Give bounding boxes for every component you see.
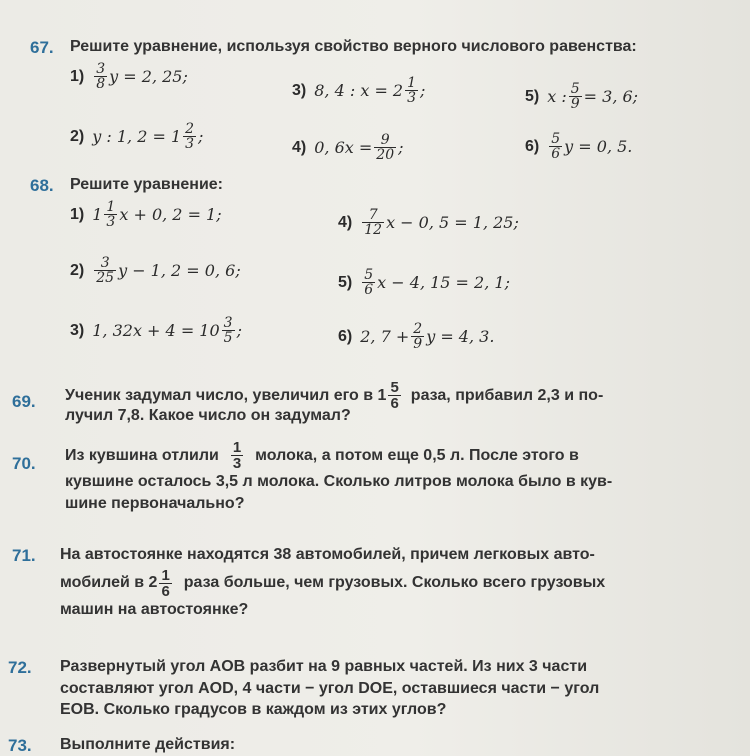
problem-number-68: 68. xyxy=(30,176,54,195)
problem-68-item-1: 1) 1 $\frac{1}{3}$ x + 0, 2 = 1; xyxy=(70,199,222,230)
fraction: $\frac{5}{6}$ xyxy=(551,131,561,162)
problem-67-heading: Решите уравнение, используя свойство верного числового равенства: xyxy=(70,38,637,55)
fraction: $\frac{3}{25}$ xyxy=(96,255,115,286)
fraction: $\frac{3}{8}$ xyxy=(96,61,106,92)
fraction: $\frac{1}{3}$ xyxy=(407,75,417,106)
fraction: $\frac{1}{3}$ xyxy=(232,439,242,472)
problem-68-item-3: 3) 1, 32x + 4 = 10 $\frac{3}{5}$ ; xyxy=(70,315,242,346)
fraction: $\frac{7}{12}$ xyxy=(364,207,383,238)
problem-number-67: 67. xyxy=(30,38,54,57)
fraction: $\frac{1}{3}$ xyxy=(106,199,116,230)
fraction: $\frac{9}{20}$ xyxy=(376,132,395,163)
item-label: 1) xyxy=(70,67,85,85)
problem-number-70: 70. xyxy=(12,454,36,473)
problem-68-item-4: 4) $\frac{7}{12}$ x − 0, 5 = 1, 25; xyxy=(338,207,519,238)
problem-73-heading: Выполните действия: xyxy=(60,736,236,753)
problem-67-item-4: 4) 0, 6x = $\frac{9}{20}$ ; xyxy=(292,132,404,163)
problem-68-heading: Решите уравнение: xyxy=(70,176,224,193)
problem-68-item-5: 5) $\frac{5}{6}$ x − 4, 15 = 2, 1; xyxy=(338,267,510,298)
problem-number-71: 71. xyxy=(12,546,36,565)
problem-67-item-5: 5) x : $\frac{5}{9}$ = 3, 6; xyxy=(525,81,639,112)
problem-67-item-6: 6) $\frac{5}{6}$ y = 0, 5. xyxy=(525,131,633,162)
problem-number-72: 72. xyxy=(8,658,32,677)
problem-71-text: На автостоянке находятся 38 автомобилей, причем легковых авто- мобилей в 2 $\frac{1}{6}$ раза больше, чем грузовых. Сколько всего грузовых машин на автостоянке? xyxy=(60,546,606,618)
fraction: $\frac{5}{6}$ xyxy=(390,379,399,412)
problem-67-item-3: 3) 8, 4 : x = 2 $\frac{1}{3}$ ; xyxy=(292,75,426,106)
problem-67-item-1: 1) $\frac{3}{8}$ y = 2, 25; xyxy=(70,61,188,92)
fraction: $\frac{2}{3}$ xyxy=(185,121,195,152)
problem-69-text: Ученик задумал число, увеличил его в 1 $\frac{5}{6}$ раза, прибавил 2,3 и по- лучил 7,8. Какое число он задумал? xyxy=(65,379,604,424)
problem-72-text: Развернутый угол AOB разбит на 9 равных частей. Из них 3 части составляют угол AOD, 4 части − угол DOE, оставшиеся части − угол EOB. Сколько градусов в каждом из этих углов? xyxy=(60,658,600,719)
problem-number-69: 69. xyxy=(12,392,36,411)
fraction: $\frac{5}{6}$ xyxy=(364,267,374,298)
problem-68-item-6: 6) 2, 7 + $\frac{2}{9}$ y = 4, 3. xyxy=(338,321,495,352)
problem-70-text: Из кувшина отлили $\frac{1}{3}$ молока, а потом еще 0,5 л. После этого в кувшине осталось 3,5 л молока. Сколько литров молока было в кув- шине первоначально? xyxy=(65,439,613,512)
fraction: $\frac{5}{9}$ xyxy=(570,81,580,112)
fraction: $\frac{2}{9}$ xyxy=(413,321,423,352)
fraction: $\frac{3}{5}$ xyxy=(223,315,233,346)
problem-68-item-2: 2) $\frac{3}{25}$ y − 1, 2 = 0, 6; xyxy=(70,255,241,286)
problem-number-73: 73. xyxy=(8,736,32,755)
fraction: $\frac{1}{6}$ xyxy=(161,566,170,600)
problem-67-item-2: 2) y : 1, 2 = 1 $\frac{2}{3}$ ; xyxy=(70,121,204,152)
